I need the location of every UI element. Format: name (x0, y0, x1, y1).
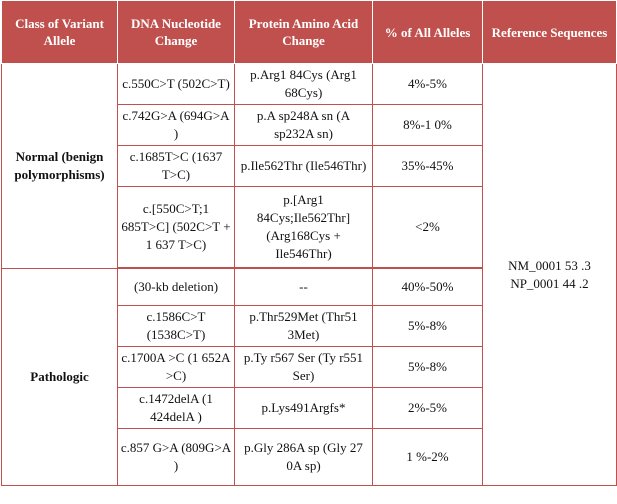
percent-cell: <2% (373, 187, 483, 269)
header-class: Class of Variant Allele (2, 1, 118, 64)
dna-cell: c.[550C>T;1 685T>C] (502C>T + 1 637 T>C) (118, 187, 235, 269)
protein-cell: p.Thr529Met (Thr51 3Met) (235, 306, 373, 347)
percent-cell: 1 %-2% (373, 429, 483, 486)
header-percent: % of All Alleles (373, 1, 483, 64)
dna-cell: c.1586C>T (1538C>T) (118, 306, 235, 347)
dna-cell: c.550C>T (502C>T) (118, 64, 235, 105)
group-normal-label: Normal (benign polymorphisms) (2, 64, 118, 269)
dna-cell: c.1700A >C (1 652A >C) (118, 347, 235, 388)
dna-cell: c.857 G>A (809G>A ) (118, 429, 235, 486)
percent-cell: 5%-8% (373, 347, 483, 388)
percent-cell: 8%-1 0% (373, 105, 483, 146)
header-protein: Protein Amino Acid Change (235, 1, 373, 64)
protein-cell: p.Ile562Thr (Ile546Thr) (235, 146, 373, 187)
percent-cell: 40%-50% (373, 268, 483, 306)
dna-cell: c.1472delA (1 424delA ) (118, 388, 235, 429)
dna-cell: (30-kb deletion) (118, 268, 235, 306)
protein-cell: p.A sp248A sn (A sp232A sn) (235, 105, 373, 146)
header-dna: DNA Nucleotide Change (118, 1, 235, 64)
percent-cell: 35%-45% (373, 146, 483, 187)
protein-cell: p.Arg1 84Cys (Arg1 68Cys) (235, 64, 373, 105)
protein-cell: p.Gly 286A sp (Gly 27 0A sp) (235, 429, 373, 486)
variant-allele-table (1, 0, 617, 486)
protein-cell: p.Ty r567 Ser (Ty r551 Ser) (235, 347, 373, 388)
percent-cell: 4%-5% (373, 64, 483, 105)
protein-cell: p.[Arg1 84Cys;Ile562Thr] (Arg168Cys + Ile546Thr) (235, 187, 373, 269)
group-pathologic-label: Pathologic (2, 268, 118, 486)
percent-cell: 2%-5% (373, 388, 483, 429)
dna-cell: c.1685T>C (1637 T>C) (118, 146, 235, 187)
header-reference: Reference Sequences (483, 1, 617, 64)
header-row (2, 1, 617, 64)
reference-sequences: NM_0001 53 .3 NP_0001 44 .2 (483, 64, 617, 486)
protein-cell: p.Lys491Argfs* (235, 388, 373, 429)
table-row (2, 64, 617, 105)
protein-cell: -- (235, 268, 373, 306)
percent-cell: 5%-8% (373, 306, 483, 347)
dna-cell: c.742G>A (694G>A ) (118, 105, 235, 146)
